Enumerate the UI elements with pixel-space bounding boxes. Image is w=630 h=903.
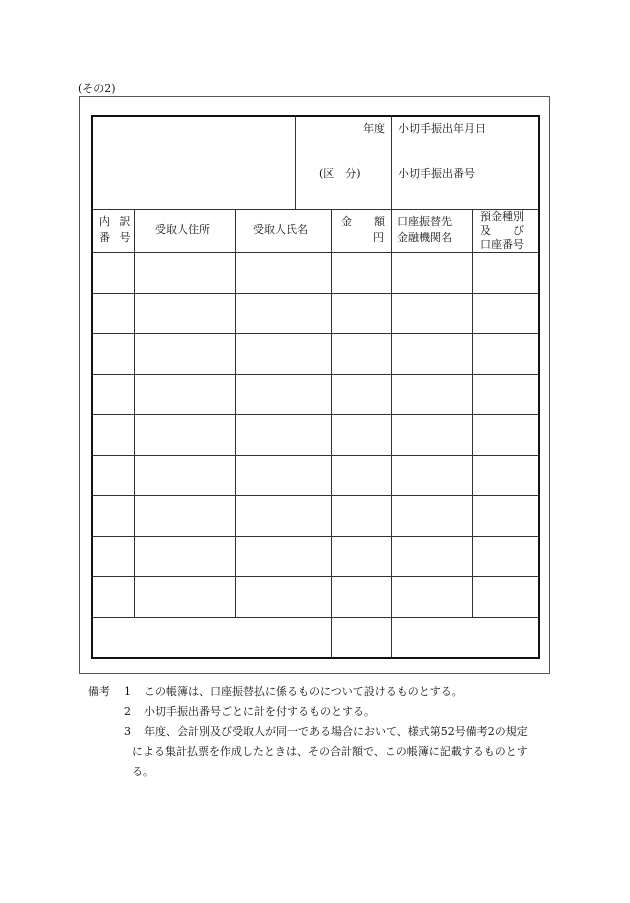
col-divider-1 xyxy=(134,209,135,617)
note-text-line: による集計払票を作成したときは、その合計額で、この帳簿に記載するものとす xyxy=(132,745,528,758)
note-text-line: 年度、会計別及び受取人が同一である場合において、様式第52号備考2の規定 xyxy=(144,725,528,738)
row-line xyxy=(93,374,538,375)
col-divider-5 xyxy=(472,209,473,617)
account-header-3: 口座番号 xyxy=(480,238,524,251)
header-divider-left xyxy=(295,117,296,209)
row-line xyxy=(93,536,538,537)
row-line xyxy=(93,333,538,334)
note-number: 2 xyxy=(124,705,131,718)
note-text: この帳簿は、口座振替払に係るものについて設けるものとする。 xyxy=(144,685,463,698)
category-label: (区 分) xyxy=(319,167,361,180)
total-row-top-line xyxy=(93,617,538,618)
note-number: 3 xyxy=(124,725,131,738)
amount-unit-header: 円 xyxy=(373,231,384,244)
issue-number-label: 小切手振出番号 xyxy=(398,167,475,180)
notes-section xyxy=(88,682,558,782)
col-divider-3 xyxy=(331,209,332,657)
note-text: 小切手振出番号ごとに計を付するものとする。 xyxy=(144,705,375,718)
fiscal-year-label: 年度 xyxy=(363,122,385,135)
payee-address-header: 受取人住所 xyxy=(155,223,210,236)
issue-date-label: 小切手振出年月日 xyxy=(398,122,486,135)
breakdown-no-header-1: 内 訳 xyxy=(99,215,134,228)
ledger-table xyxy=(91,115,540,659)
row-line xyxy=(93,495,538,496)
sheet-label: (その2) xyxy=(78,82,116,95)
account-header-2: 及 び xyxy=(480,224,524,237)
row-line xyxy=(93,576,538,577)
note-number: 1 xyxy=(124,685,131,698)
bank-header-1: 口座振替先 xyxy=(397,215,452,228)
breakdown-no-header-2: 番 号 xyxy=(99,231,134,244)
payee-name-header: 受取人氏名 xyxy=(253,223,308,236)
notes-heading: 備考 xyxy=(88,685,110,698)
note-text xyxy=(144,722,528,742)
bank-header-2: 金融機関名 xyxy=(397,231,452,244)
amount-header: 金 額 xyxy=(341,215,385,228)
note-text-line: る。 xyxy=(132,765,154,778)
row-line xyxy=(93,455,538,456)
row-line xyxy=(93,414,538,415)
row-line xyxy=(93,293,538,294)
account-header-1: 預金種別 xyxy=(480,210,524,223)
col-divider-2 xyxy=(235,209,236,617)
